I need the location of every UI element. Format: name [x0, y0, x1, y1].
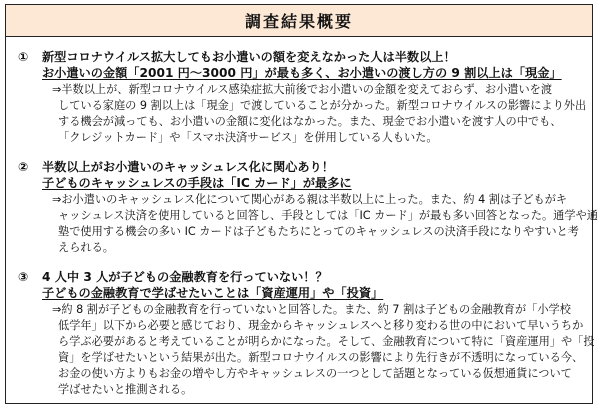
finding-2-body-line: ⇒お小遣いのキャッシュレス化について関心がある親は半数以上に上った。また、約 4 割は子どもがキ [52, 193, 568, 206]
finding-1-body-line: ⇒半数以上が、新型コロナウイルス感染症拡大前後でお小遣いの金額を変えておらず、お小遣いを渡 [52, 83, 553, 96]
finding-2-headline-sub: 子どものキャッシュレスの手段は「IC カード」が最多に [42, 176, 352, 190]
page-title: 調査結果概要 [244, 12, 353, 31]
finding-3-body-line: ⇒約 8 割が子どもの金融教育を行っていないと回答した。また、約 7 割は子どもの金融教育が「小学校 [52, 303, 571, 316]
finding-3-body-line: 低学年」以下から必要と感じており、現金からキャッシュレスへと移り変わる世の中において早いうちか [58, 319, 584, 332]
finding-3-body-line: お金の使い方よりもお金の増やし方やキャッシュレスの一つとして話題となっている仮想通貨について [58, 367, 572, 380]
finding-3-headline-main: 4 人中 3 人が子どもの金融教育を行っていない！？ [42, 270, 328, 284]
finding-1-headline-sub: お小遣いの金額「2001 円～3000 円」が最も多く、お小遣いの渡し方の 9 割以上は「現金」 [42, 66, 562, 80]
finding-3-body [18, 302, 595, 398]
finding-2-number: ② [18, 160, 29, 174]
finding-1-headline-main: 新型コロナウイルス拡大してもお小遣いの額を変えなかった人は半数以上！ [42, 50, 456, 64]
finding-1-body-line: 「クレジットカード」や「スマホ決済サービス」を併用している人もいた。 [58, 131, 438, 144]
finding-1-body-line: している家庭の 9 割以上は「現金」で渡していることが分かった。新型コロナウイルスの影響により外出 [58, 99, 587, 112]
finding-2 [18, 159, 598, 256]
finding-2-body [18, 192, 598, 256]
finding-3-body-line: ら学ぶ必要があると考えていることが明らかになった。そして、金融教育について特に「資産運用」や「投 [58, 335, 595, 348]
finding-1-body-line: する機会が減っても、お小遣いの金額に変化はなかった。また、現金でお小遣いを渡す人の中でも、 [58, 115, 562, 128]
finding-3-headline-sub: 子どもの金融教育で学ばせたいことは「資産運用」や「投資」 [42, 286, 384, 300]
finding-3 [18, 269, 595, 398]
summary-content [18, 49, 598, 398]
finding-2-body-line: えられる。 [58, 241, 114, 254]
finding-2-body-line: ャッシュレス決済を使用していると回答し、手段としては「IC カード」が最も多い回答となった。通学や通 [58, 209, 598, 222]
finding-3-headline [18, 269, 584, 301]
summary-box [5, 4, 598, 404]
title-bar [6, 5, 592, 37]
finding-2-headline [18, 159, 584, 191]
finding-1-number: ① [18, 50, 29, 64]
finding-3-body-line: 学ばせたいと推測される。 [58, 383, 193, 396]
finding-1-body [18, 82, 587, 146]
finding-1-headline [18, 49, 584, 81]
finding-2-headline-main: 半数以上がお小遣いのキャッシュレス化に関心あり！ [42, 160, 334, 174]
finding-1 [18, 49, 587, 146]
finding-2-body-line: 塾で使用する機会の多い IC カードは子どもたちにとってのキャッシュレスの決済手段になりやすいと考 [58, 225, 579, 238]
finding-3-body-line: 資」を学ばせたいという結果が出た。新型コロナウイルスの影響により先行きが不透明になっている今、 [58, 351, 584, 364]
finding-3-number: ③ [18, 270, 29, 284]
